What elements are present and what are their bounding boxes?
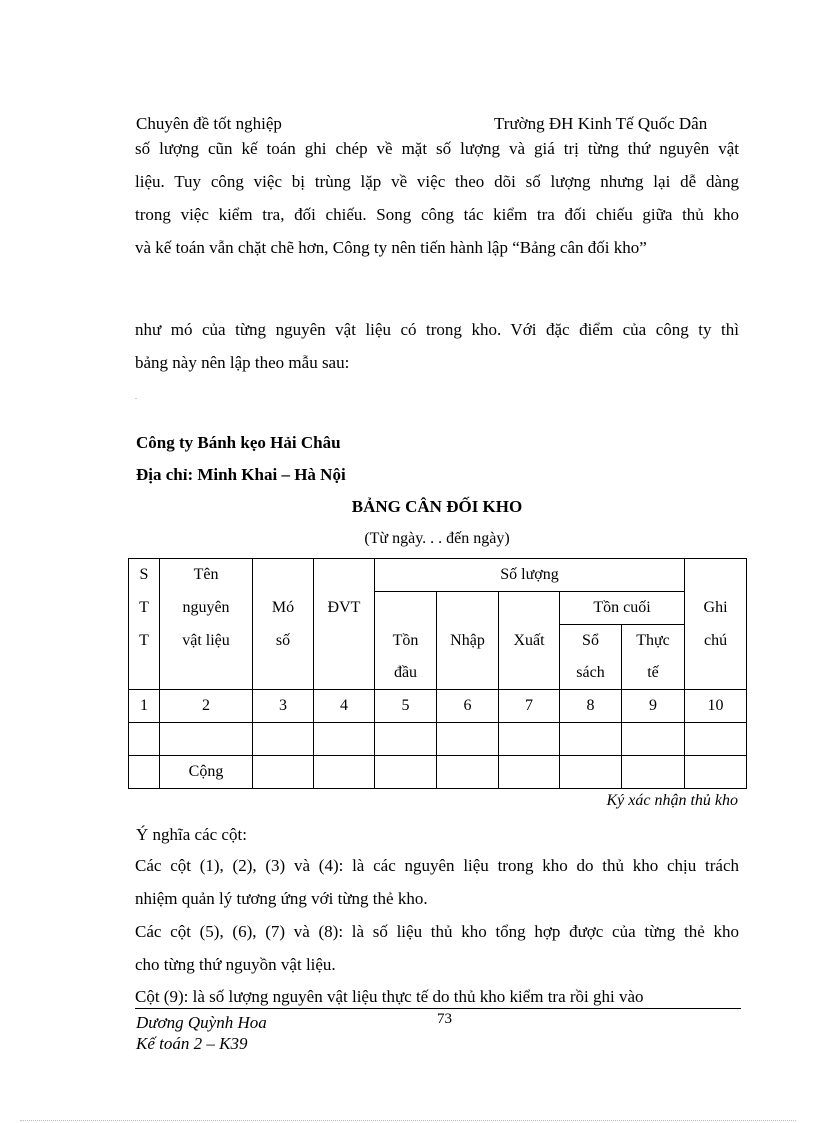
name-header-1: Tên: [160, 559, 253, 592]
inventory-balance-table: [128, 558, 747, 789]
page-number: 73: [437, 1011, 452, 1027]
col-number: 10: [685, 690, 747, 723]
in-header-top: [437, 592, 499, 625]
unit-header-mid: [314, 625, 375, 658]
book-header-1: Sổ: [560, 625, 622, 658]
header-right: Trường ĐH Kinh Tế Quốc Dân: [494, 114, 708, 133]
col-number: 7: [499, 690, 560, 723]
stt-header-3: T: [129, 625, 160, 658]
col-number: 1: [129, 690, 160, 723]
meaning-line: nhiệm quản lý tương ứng với từng thẻ kho.: [135, 889, 428, 908]
opening-header-top: [375, 592, 437, 625]
book-header-2: sách: [560, 657, 622, 690]
meaning-line: Các cột (1), (2), (3) và (4): là các nguyên liệu trong kho do thủ kho chịu trách: [135, 856, 739, 875]
name-header-bottom: [160, 657, 253, 690]
paragraph-line: bảng này nên lập theo mẫu sau:: [135, 353, 350, 372]
page-bottom-border: [20, 1120, 796, 1121]
footer-author: Dương Quỳnh Hoa: [136, 1013, 267, 1032]
col-number: 8: [560, 690, 622, 723]
col-number: 9: [622, 690, 685, 723]
name-header-2: nguyên: [160, 592, 253, 625]
meaning-line: cho từng thứ nguyồn vật liệu.: [135, 955, 336, 974]
note-header-1: Ghi: [685, 592, 747, 625]
footer-class: Kế toán 2 – K39: [136, 1034, 248, 1053]
opening-header-1: Tồn: [375, 625, 437, 658]
in-header-bottom: [437, 657, 499, 690]
paragraph-line: và kế toán vẫn chặt chẽ hơn, Công ty nên tiến hành lập “Bảng cân đối kho”: [135, 238, 647, 257]
actual-header-2: tế: [622, 657, 685, 690]
paragraph-line: số lượng cũn kế toán ghi chép về mặt số lượng và giá trị từng thứ nguyên vật: [135, 139, 739, 158]
footer-divider: [135, 1008, 741, 1009]
code-header-2: số: [253, 625, 314, 658]
stt-header-bottom: [129, 657, 160, 690]
header-left: Chuyên đề tốt nghiệp: [136, 114, 282, 133]
name-header-3: vật liệu: [160, 625, 253, 658]
code-header-bottom: [253, 657, 314, 690]
out-header-top: [499, 592, 560, 625]
unit-header-top: [314, 559, 375, 592]
meaning-title: Ý nghĩa các cột:: [136, 825, 247, 844]
meaning-line: Các cột (5), (6), (7) và (8): là số liệu thủ kho tổng hợp được của từng thẻ kho: [135, 922, 739, 941]
paragraph-line: trong việc kiểm tra, đối chiếu. Song công tác kiểm tra đối chiếu giữa thủ kho: [135, 205, 739, 224]
in-header: Nhập: [437, 625, 499, 658]
unit-header-bottom: [314, 657, 375, 690]
company-name: Công ty Bánh kẹo Hải Châu: [136, 433, 341, 452]
col-number: 3: [253, 690, 314, 723]
table-title: BẢNG CÂN ĐỐI KHO: [351, 497, 523, 516]
meaning-line: Cột (9): là số lượng nguyên vật liệu thực tế do thủ kho kiểm tra rồi ghi vào: [135, 987, 644, 1006]
paragraph-line: liệu. Tuy công việc bị trùng lặp về việc theo dõi số lượng nhưng lại dễ dàng: [135, 172, 739, 191]
total-label: Cộng: [160, 756, 253, 789]
note-header-top: [685, 559, 747, 592]
note-header-bottom: [685, 657, 747, 690]
col-number: 5: [375, 690, 437, 723]
paragraph-line: như mó của từng nguyên vật liệu có trong kho. Với đặc điểm của công ty thì: [135, 320, 739, 339]
closing-header: Tồn cuối: [560, 592, 685, 625]
total-row: [129, 756, 747, 789]
signature-note: Ký xác nhận thủ kho: [606, 792, 738, 809]
col-number: 2: [160, 690, 253, 723]
unit-header: ĐVT: [314, 592, 375, 625]
opening-header-2: đầu: [375, 657, 437, 690]
actual-header-1: Thực: [622, 625, 685, 658]
table-row: [129, 723, 747, 756]
col-number: 4: [314, 690, 375, 723]
col-number: 6: [437, 690, 499, 723]
quantity-header: Số lượng: [375, 559, 685, 592]
stt-header-1: S: [129, 559, 160, 592]
stray-mark: .: [135, 392, 137, 401]
code-header-1: Mó: [253, 592, 314, 625]
company-address: Địa chỉ: Minh Khai – Hà Nội: [136, 465, 346, 484]
table-subtitle: (Từ ngày. . . đến ngày): [364, 530, 510, 547]
stt-header-2: T: [129, 592, 160, 625]
out-header-bottom: [499, 657, 560, 690]
out-header: Xuất: [499, 625, 560, 658]
code-header-top: [253, 559, 314, 592]
note-header-2: chú: [685, 625, 747, 658]
